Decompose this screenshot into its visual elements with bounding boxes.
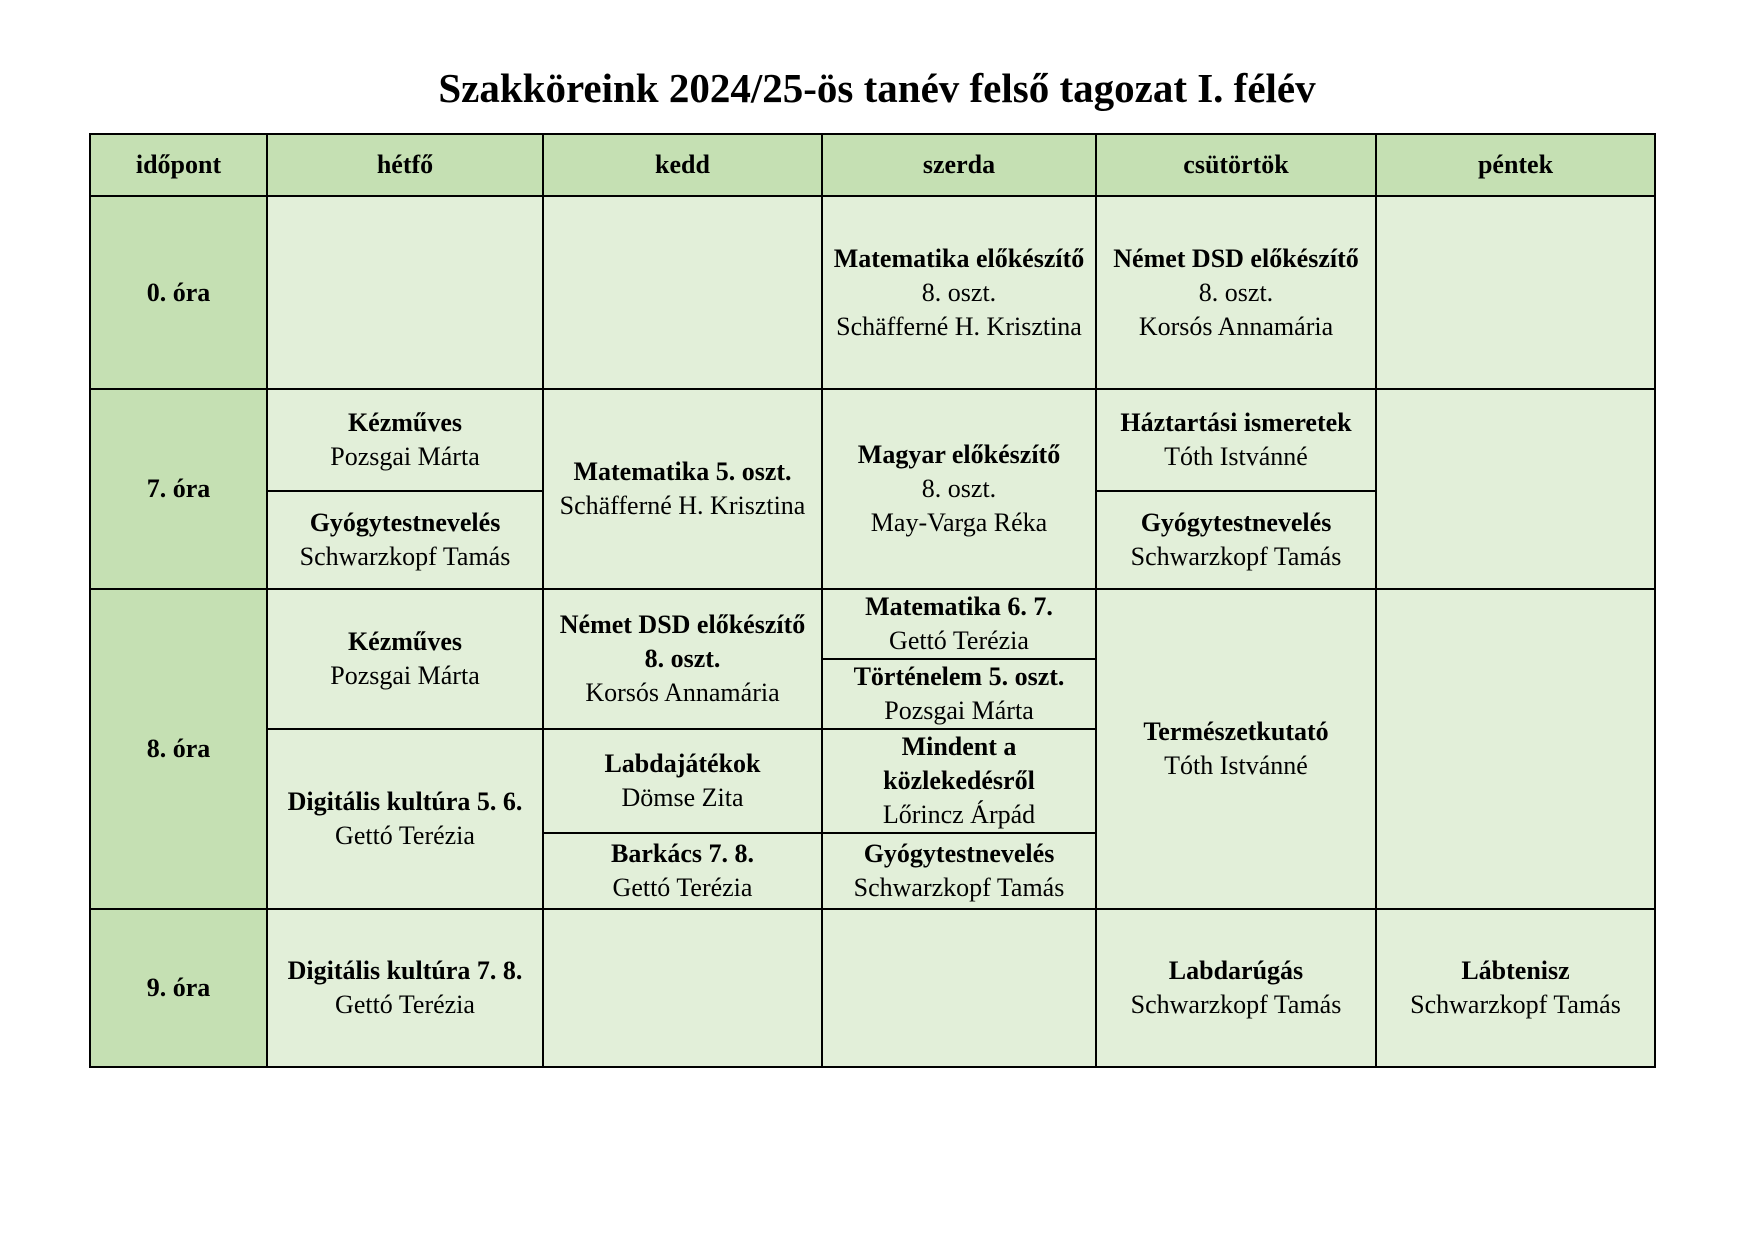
page-title: Szakköreink 2024/25-ös tanév felső tagozat I. félév	[438, 65, 1316, 111]
club-teacher: Schäfferné H. Krisztina	[559, 491, 806, 520]
club-subject: Gyógytestnevelés	[863, 839, 1055, 868]
club-cell	[267, 389, 543, 491]
club-teacher: Pozsgai Márta	[884, 696, 1034, 725]
header-pentek: péntek	[1376, 134, 1655, 196]
club-subject: Német DSD előkészítő	[1113, 243, 1359, 273]
club-cell	[1096, 589, 1376, 909]
club-cell	[1096, 491, 1376, 589]
club-subject: Kézműves	[347, 408, 463, 437]
club-teacher: Lőrincz Árpád	[882, 800, 1036, 829]
club-teacher: Pozsgai Márta	[330, 442, 480, 471]
club-cell	[822, 729, 1096, 833]
table-row	[90, 389, 1655, 491]
empty-cell	[1376, 389, 1655, 589]
club-teacher: Gettó Terézia	[612, 873, 753, 902]
club-cell	[543, 589, 822, 729]
club-cell	[543, 389, 822, 589]
club-subject: Kézműves	[347, 627, 463, 656]
header-hetfo: hétfő	[267, 134, 543, 196]
club-subject: Labdajátékok	[604, 749, 761, 778]
club-subject: Természetkutató	[1143, 717, 1329, 746]
club-cell	[822, 589, 1096, 659]
club-teacher: Gettó Terézia	[889, 626, 1029, 655]
club-cell	[1376, 909, 1655, 1067]
table-row	[90, 196, 1655, 389]
club-subject: Digitális kultúra 7. 8.	[287, 956, 523, 985]
club-subject: Mindent a közlekedésről	[883, 732, 1035, 795]
club-cell	[822, 833, 1096, 909]
club-subject: Magyar előkészítő	[857, 440, 1061, 469]
club-subject: Gyógytestnevelés	[1140, 508, 1332, 537]
time-label: 7. óra	[90, 389, 267, 589]
club-cell	[267, 729, 543, 909]
club-subject: Történelem 5. oszt.	[853, 662, 1065, 691]
empty-cell	[267, 196, 543, 389]
club-subject: Német DSD előkészítő	[559, 610, 806, 639]
club-cell	[267, 589, 543, 729]
club-teacher: May-Varga Réka	[870, 508, 1048, 537]
club-teacher: Dömse Zita	[621, 783, 744, 812]
club-teacher: Schwarzkopf Tamás	[1130, 542, 1342, 571]
empty-cell	[822, 909, 1096, 1067]
time-label: 8. óra	[90, 589, 267, 909]
club-cell	[267, 909, 543, 1067]
club-teacher: Schwarzkopf Tamás	[853, 873, 1065, 902]
club-subject: Matematika 5. oszt.	[573, 457, 792, 486]
empty-cell	[1376, 589, 1655, 909]
club-cell	[822, 389, 1096, 589]
header-csutortok: csütörtök	[1096, 134, 1376, 196]
club-class: 8. oszt.	[921, 474, 997, 503]
club-subject: Barkács 7. 8.	[611, 839, 754, 868]
club-teacher: Schwarzkopf Tamás	[1130, 990, 1342, 1019]
header-szerda: szerda	[822, 134, 1096, 196]
club-cell	[1096, 196, 1376, 389]
club-teacher: Tóth Istvánné	[1164, 751, 1308, 780]
header-row	[90, 134, 1655, 196]
club-subject: Matematika előkészítő	[833, 243, 1085, 273]
club-teacher: Pozsgai Márta	[330, 661, 480, 690]
club-teacher: Tóth Istvánné	[1164, 442, 1308, 471]
club-teacher: Schwarzkopf Tamás	[299, 542, 511, 571]
club-teacher: Gettó Terézia	[335, 821, 475, 850]
empty-cell	[543, 909, 822, 1067]
club-subject: Háztartási ismeretek	[1120, 408, 1352, 437]
header-idopont: időpont	[90, 134, 267, 196]
club-cell	[822, 659, 1096, 729]
empty-cell	[543, 196, 822, 389]
club-class: 8. oszt.	[1198, 277, 1274, 307]
club-subject: Matematika 6. 7.	[865, 592, 1053, 621]
club-subject: Lábtenisz	[1461, 956, 1570, 985]
club-teacher: Korsós Annamária	[1138, 311, 1334, 341]
time-label: 9. óra	[90, 909, 267, 1067]
club-teacher: Schwarzkopf Tamás	[1410, 990, 1621, 1019]
club-teacher: Korsós Annamária	[585, 678, 780, 707]
schedule-table	[89, 133, 1656, 1068]
table-row	[90, 589, 1655, 659]
club-cell	[1096, 389, 1376, 491]
club-teacher: Schäfferné H. Krisztina	[836, 311, 1082, 341]
club-cell	[822, 196, 1096, 389]
header-kedd: kedd	[543, 134, 822, 196]
time-label: 0. óra	[90, 196, 267, 389]
club-cell	[267, 491, 543, 589]
club-cell	[543, 833, 822, 909]
empty-cell	[1376, 196, 1655, 389]
club-class: 8. oszt.	[921, 277, 997, 307]
club-subject: Labdarúgás	[1168, 956, 1304, 985]
club-cell	[543, 729, 822, 833]
club-subject: Digitális kultúra 5. 6.	[287, 787, 523, 816]
club-class: 8. oszt.	[644, 644, 721, 673]
club-cell	[1096, 909, 1376, 1067]
club-teacher: Gettó Terézia	[335, 990, 475, 1019]
club-subject: Gyógytestnevelés	[309, 508, 501, 537]
table-row	[90, 909, 1655, 1067]
